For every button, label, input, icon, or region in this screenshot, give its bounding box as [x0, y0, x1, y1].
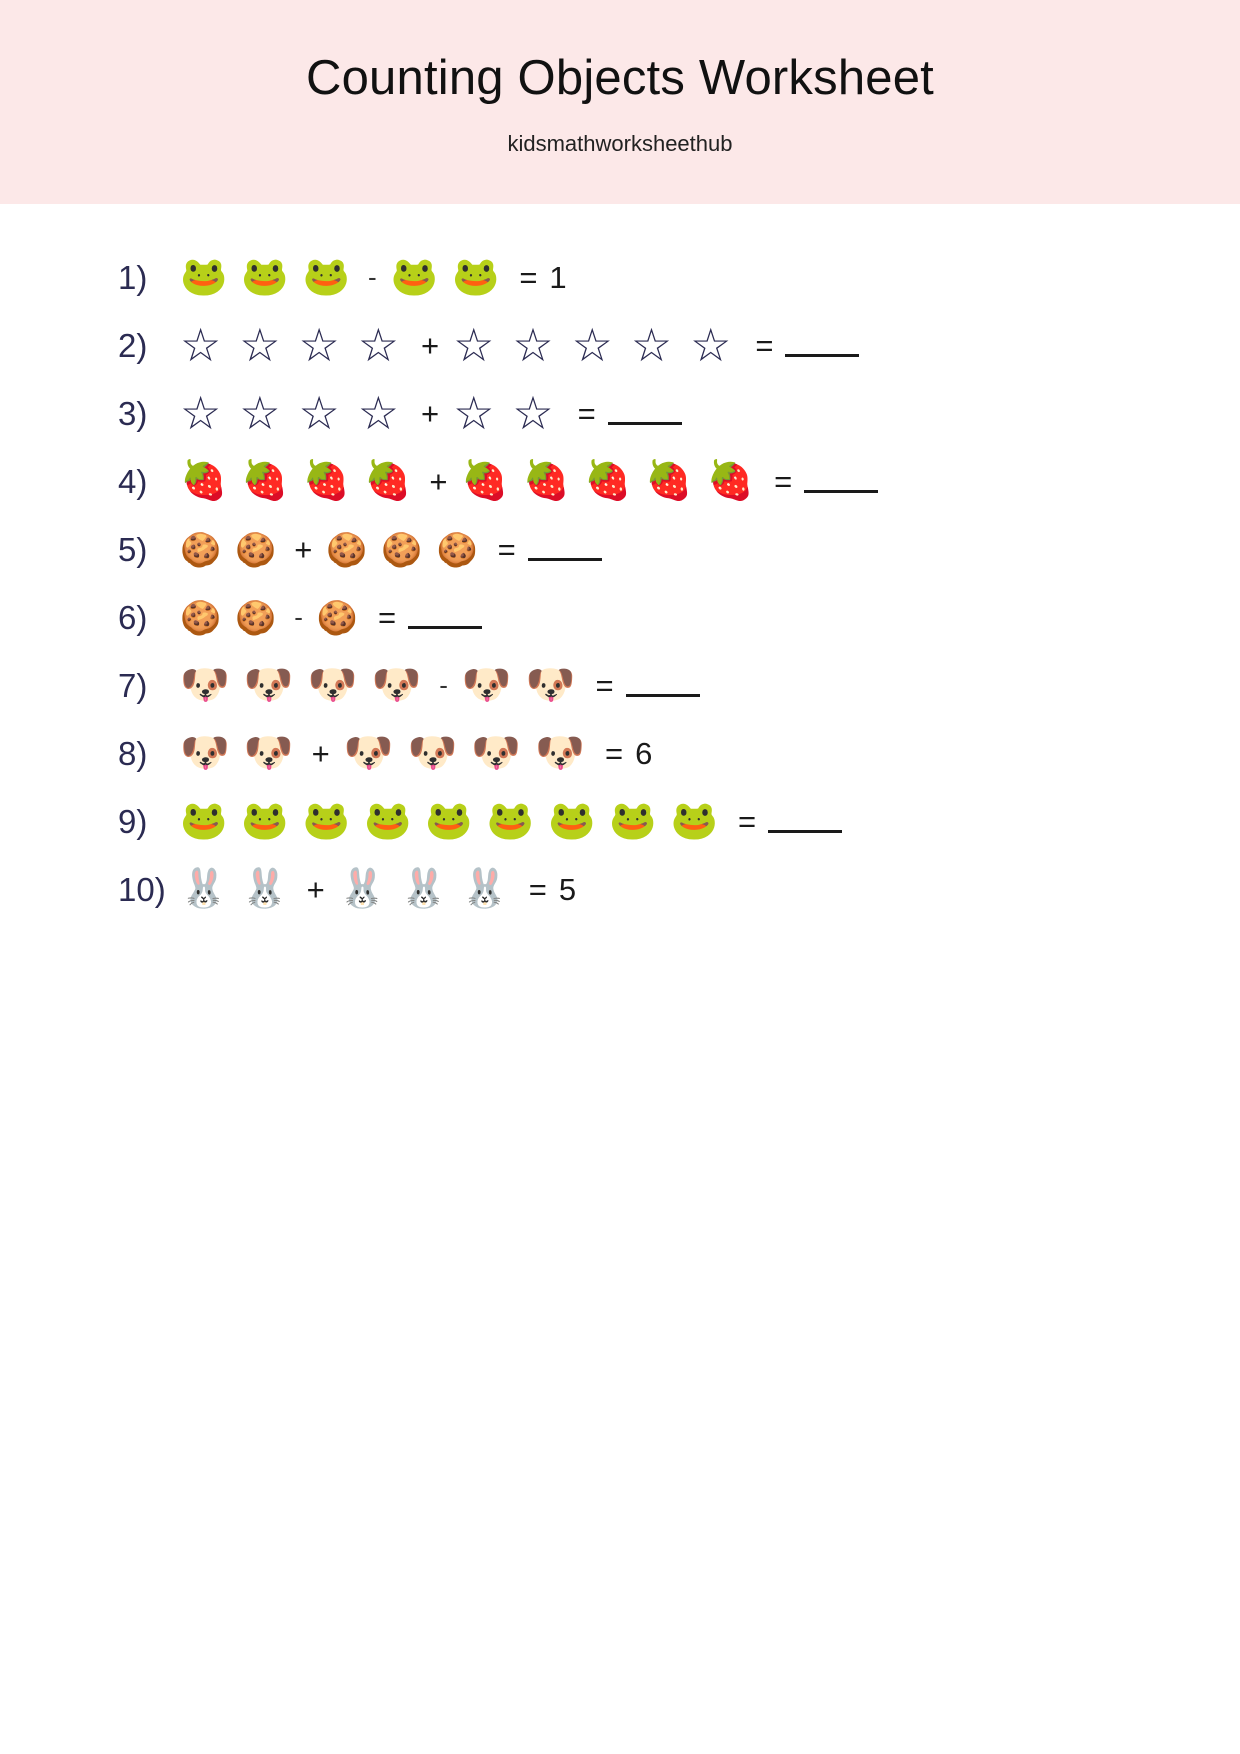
frog-icon: 🐸 [302, 256, 350, 299]
equals-sign: = [595, 667, 614, 703]
strawberry-icon: 🍓 [645, 460, 693, 503]
strawberry-icon: 🍓 [302, 460, 350, 503]
rabbit-icon: 🐰 [338, 868, 387, 911]
cookie-icon: 🍪 [235, 530, 277, 568]
dog-icon: 🐶 [307, 663, 358, 708]
cookie-icon: 🍪 [180, 598, 222, 636]
strawberry-icon: 🍓 [363, 460, 412, 503]
problem-expression [180, 387, 682, 440]
problem-row [0, 858, 1240, 920]
answer-blank[interactable] [768, 810, 842, 833]
frog-icon: 🐸 [609, 800, 657, 843]
problem-row [0, 586, 1240, 648]
answer-value: 1 [549, 259, 567, 295]
minus-operator: - [367, 262, 377, 293]
equals-sign: = [755, 327, 774, 363]
rabbit-icon: 🐰 [180, 868, 228, 911]
frog-icon: 🐸 [241, 800, 289, 843]
problem-expression [180, 319, 859, 372]
problem-row [0, 382, 1240, 444]
problem-row [0, 654, 1240, 716]
rabbit-icon: 🐰 [400, 868, 448, 911]
problem-expression [180, 800, 842, 843]
dog-icon: 🐶 [371, 663, 422, 708]
frog-icon: 🐸 [547, 800, 596, 843]
problem-row [0, 246, 1240, 308]
problem-expression [180, 598, 482, 636]
problem-expression [180, 530, 602, 568]
dog-icon: 🐶 [471, 731, 522, 776]
problem-number: 1) [118, 258, 148, 296]
plus-operator: + [421, 327, 440, 363]
frog-icon: 🐸 [670, 800, 718, 843]
star-icon: ☆ [357, 387, 399, 440]
answer-value: 5 [558, 871, 577, 907]
problem-expression [180, 460, 878, 503]
answer-value: 6 [635, 735, 653, 771]
strawberry-icon: 🍓 [180, 460, 228, 503]
star-icon: ☆ [571, 319, 613, 372]
dog-icon: 🐶 [243, 731, 294, 776]
star-icon: ☆ [180, 319, 222, 372]
frog-icon: 🐸 [363, 800, 412, 843]
dog-icon: 🐶 [535, 731, 585, 776]
strawberry-icon: 🍓 [584, 460, 632, 503]
dog-icon: 🐶 [180, 731, 230, 776]
frog-icon: 🐸 [180, 800, 228, 843]
minus-operator: - [439, 670, 448, 701]
dog-icon: 🐶 [407, 731, 458, 776]
star-icon: ☆ [180, 387, 222, 440]
star-icon: ☆ [630, 319, 673, 372]
minus-operator: - [294, 602, 303, 633]
star-icon: ☆ [453, 319, 495, 372]
problem-row [0, 790, 1240, 852]
frog-icon: 🐸 [451, 256, 500, 299]
page-title: Counting Objects Worksheet [306, 51, 934, 105]
problem-expression [180, 731, 653, 776]
answer-blank[interactable] [804, 470, 878, 493]
worksheet-header [0, 0, 1240, 204]
answer-blank[interactable] [626, 674, 700, 697]
equals-sign: = [497, 531, 516, 567]
page-subtitle: kidsmathworksheethub [507, 130, 733, 156]
star-icon: ☆ [357, 319, 399, 372]
cookie-icon: 🍪 [326, 530, 368, 568]
problem-number: 4) [118, 462, 148, 500]
problem-number: 5) [118, 530, 148, 568]
plus-operator: + [429, 463, 448, 499]
answer-blank[interactable] [408, 606, 482, 629]
problem-row [0, 450, 1240, 512]
dog-icon: 🐶 [180, 663, 230, 708]
star-icon: ☆ [512, 387, 554, 440]
dog-icon: 🐶 [343, 731, 394, 776]
star-icon: ☆ [690, 319, 732, 372]
rabbit-icon: 🐰 [461, 868, 509, 911]
strawberry-icon: 🍓 [522, 460, 571, 503]
frog-icon: 🐸 [180, 256, 228, 299]
frog-icon: 🐸 [241, 256, 289, 299]
frog-icon: 🐸 [425, 800, 473, 843]
rabbit-icon: 🐰 [241, 868, 289, 911]
problem-expression [180, 256, 567, 299]
equals-sign: = [737, 803, 757, 839]
star-icon: ☆ [453, 387, 495, 440]
cookie-icon: 🍪 [436, 530, 478, 568]
problem-number: 3) [118, 394, 148, 432]
star-icon: ☆ [298, 387, 340, 440]
cookie-icon: 🍪 [180, 530, 222, 568]
dog-icon: 🐶 [243, 663, 294, 708]
equals-sign: = [377, 599, 397, 635]
dog-icon: 🐶 [525, 663, 576, 708]
problem-number: 10) [118, 870, 166, 908]
equals-sign: = [774, 463, 793, 499]
problem-number: 2) [118, 326, 148, 364]
star-icon: ☆ [239, 319, 281, 372]
problem-row [0, 518, 1240, 580]
equals-sign: = [604, 735, 624, 771]
equals-sign: = [577, 395, 596, 431]
equals-sign: = [528, 871, 547, 907]
problems-list [0, 204, 1240, 920]
plus-operator: + [294, 531, 313, 567]
plus-operator: + [421, 395, 440, 431]
cookie-icon: 🍪 [235, 598, 277, 636]
problem-number: 8) [118, 734, 148, 772]
plus-operator: + [311, 735, 330, 771]
problem-number: 9) [118, 802, 148, 840]
problem-expression [180, 868, 577, 911]
star-icon: ☆ [512, 319, 554, 372]
star-icon: ☆ [239, 387, 281, 440]
problem-number: 7) [118, 666, 148, 704]
answer-blank[interactable] [608, 402, 682, 425]
cookie-icon: 🍪 [316, 598, 358, 636]
problem-row [0, 314, 1240, 376]
strawberry-icon: 🍓 [241, 460, 289, 503]
strawberry-icon: 🍓 [461, 460, 509, 503]
frog-icon: 🐸 [486, 800, 534, 843]
problem-number: 6) [118, 598, 148, 636]
star-icon: ☆ [298, 319, 340, 372]
dog-icon: 🐶 [461, 663, 512, 708]
answer-blank[interactable] [528, 538, 602, 561]
plus-operator: + [306, 871, 325, 907]
strawberry-icon: 🍓 [706, 460, 755, 503]
cookie-icon: 🍪 [381, 530, 423, 568]
problem-row [0, 722, 1240, 784]
problem-expression [180, 663, 700, 708]
equals-sign: = [519, 259, 538, 295]
frog-icon: 🐸 [390, 256, 438, 299]
frog-icon: 🐸 [302, 800, 350, 843]
answer-blank[interactable] [785, 334, 859, 357]
